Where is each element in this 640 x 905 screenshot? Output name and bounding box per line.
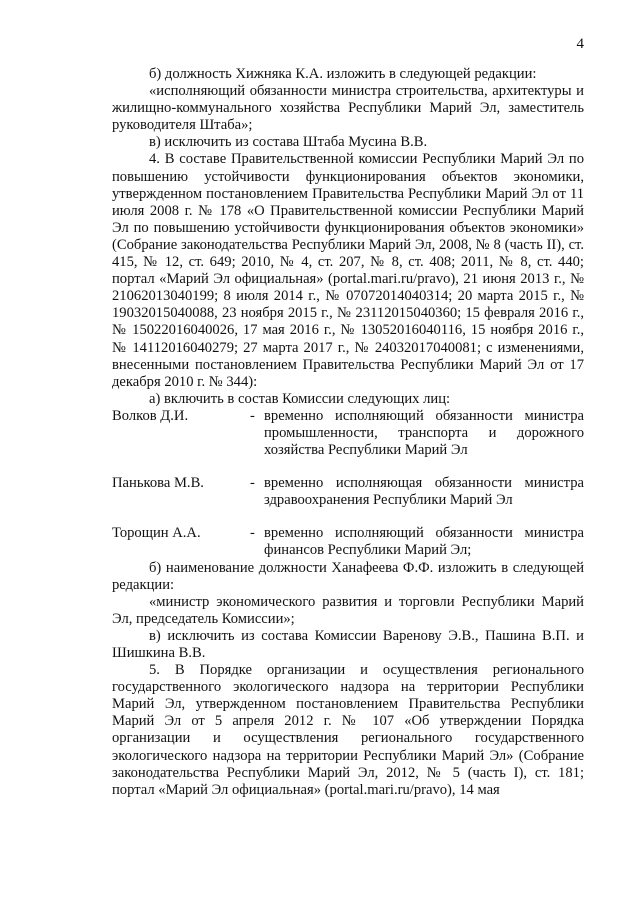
paragraph-rename-position: б) наименование должности Ханафеева Ф.Ф. изложить в следующей редакции: xyxy=(112,559,584,593)
spacer xyxy=(112,509,584,525)
member-name: Торощин А.А. xyxy=(112,525,201,542)
document-body xyxy=(112,66,584,799)
member-entry xyxy=(112,475,584,509)
paragraph-new-position-text: «исполняющий обязанности министра строительства, архитектуры и жилищно-коммунального хозяйства Республики Марий Эл, заместитель руководителя Штаба»; xyxy=(112,83,584,134)
member-name: Панькова М.В. xyxy=(112,475,204,492)
member-dash: - xyxy=(250,407,255,424)
paragraph-exclude-from-staff: в) исключить из состава Штаба Мусина В.В. xyxy=(149,134,428,151)
member-entry xyxy=(112,408,584,459)
member-dash: - xyxy=(250,475,255,492)
member-position: временно исполняющий обязанности министра финансов Республики Марий Эл; xyxy=(264,525,584,559)
member-dash: - xyxy=(250,525,255,542)
member-position: временно исполняющий обязанности министра промышленности, транспорта и дорожного хозяйства Республики Марий Эл xyxy=(264,407,584,459)
member-name: Волков Д.И. xyxy=(112,407,189,424)
paragraph-new-chair-title: «министр экономического развития и торговли Республики Марий Эл, председатель Комиссии»; xyxy=(112,593,584,627)
spacer xyxy=(112,459,584,475)
paragraph-item-5: 5. В Порядке организации и осуществления регионального государственного экологического надзора на территории Республики Марий Эл, утвержденном постановлением Правительства Республики Марий Эл от 5 апреля 2012 г. № 107 «Об утверждении Порядка организации и осуществления регионального государственного экологического надзора на территории Республики Марий Эл» (Собрание законодательства Республики Марий Эл, 2012, № 5 (часть I), ст. 181; портал «Марий Эл официальная» (portal.mari.ru/pravo), 14 мая xyxy=(112,662,584,798)
paragraph-position-change: б) должность Хижняка К.А. изложить в следующей редакции: xyxy=(149,66,537,82)
paragraph-exclude-members: в) исключить из состава Комиссии Варенову Э.В., Пашина В.П. и Шишкина В.В. xyxy=(112,627,584,661)
paragraph-include-members: а) включить в состав Комиссии следующих лиц: xyxy=(149,390,451,407)
member-position: временно исполняющая обязанности министра здравоохранения Республики Марий Эл xyxy=(264,475,584,509)
page-number: 4 xyxy=(576,36,584,52)
member-entry xyxy=(112,525,584,559)
paragraph-item-4: 4. В составе Правительственной комиссии Республики Марий Эл по повышению устойчивости функционирования объектов экономики, утвержденном постановлением Правительства Республики Марий Эл от 11 июля 2008 г. № 178 «О Правительственной комиссии Республики Марий Эл по повышению устойчивости функционирования объектов экономики» (Собрание законодательства Республики Марий Эл, 2008, № 8 (часть II), ст. 415, № 12, ст. 649; 2010, № 4, ст. 207, № 8, ст. 408; 2011, № 8, ст. 440; портал «Марий Эл официальная» (portal.mari.ru/pravo), 21 июня 2013 г., № 21062013040199; 8 июля 2014 г., № 07072014040314; 20 марта 2015 г., № 19032015040088, 23 ноября 2015 г., № 23112015040360; 15 февраля 2016 г., № 15022016040026, 17 мая 2016 г., № 13052016040116, 15 ноября 2016 г., № 14112016040279; 27 марта 2017 г., № 24032017040081; с изменениями, внесенными постановлением Правительства Республики Марий Эл от 17 декабря 2010 г. № 344): xyxy=(112,151,584,390)
